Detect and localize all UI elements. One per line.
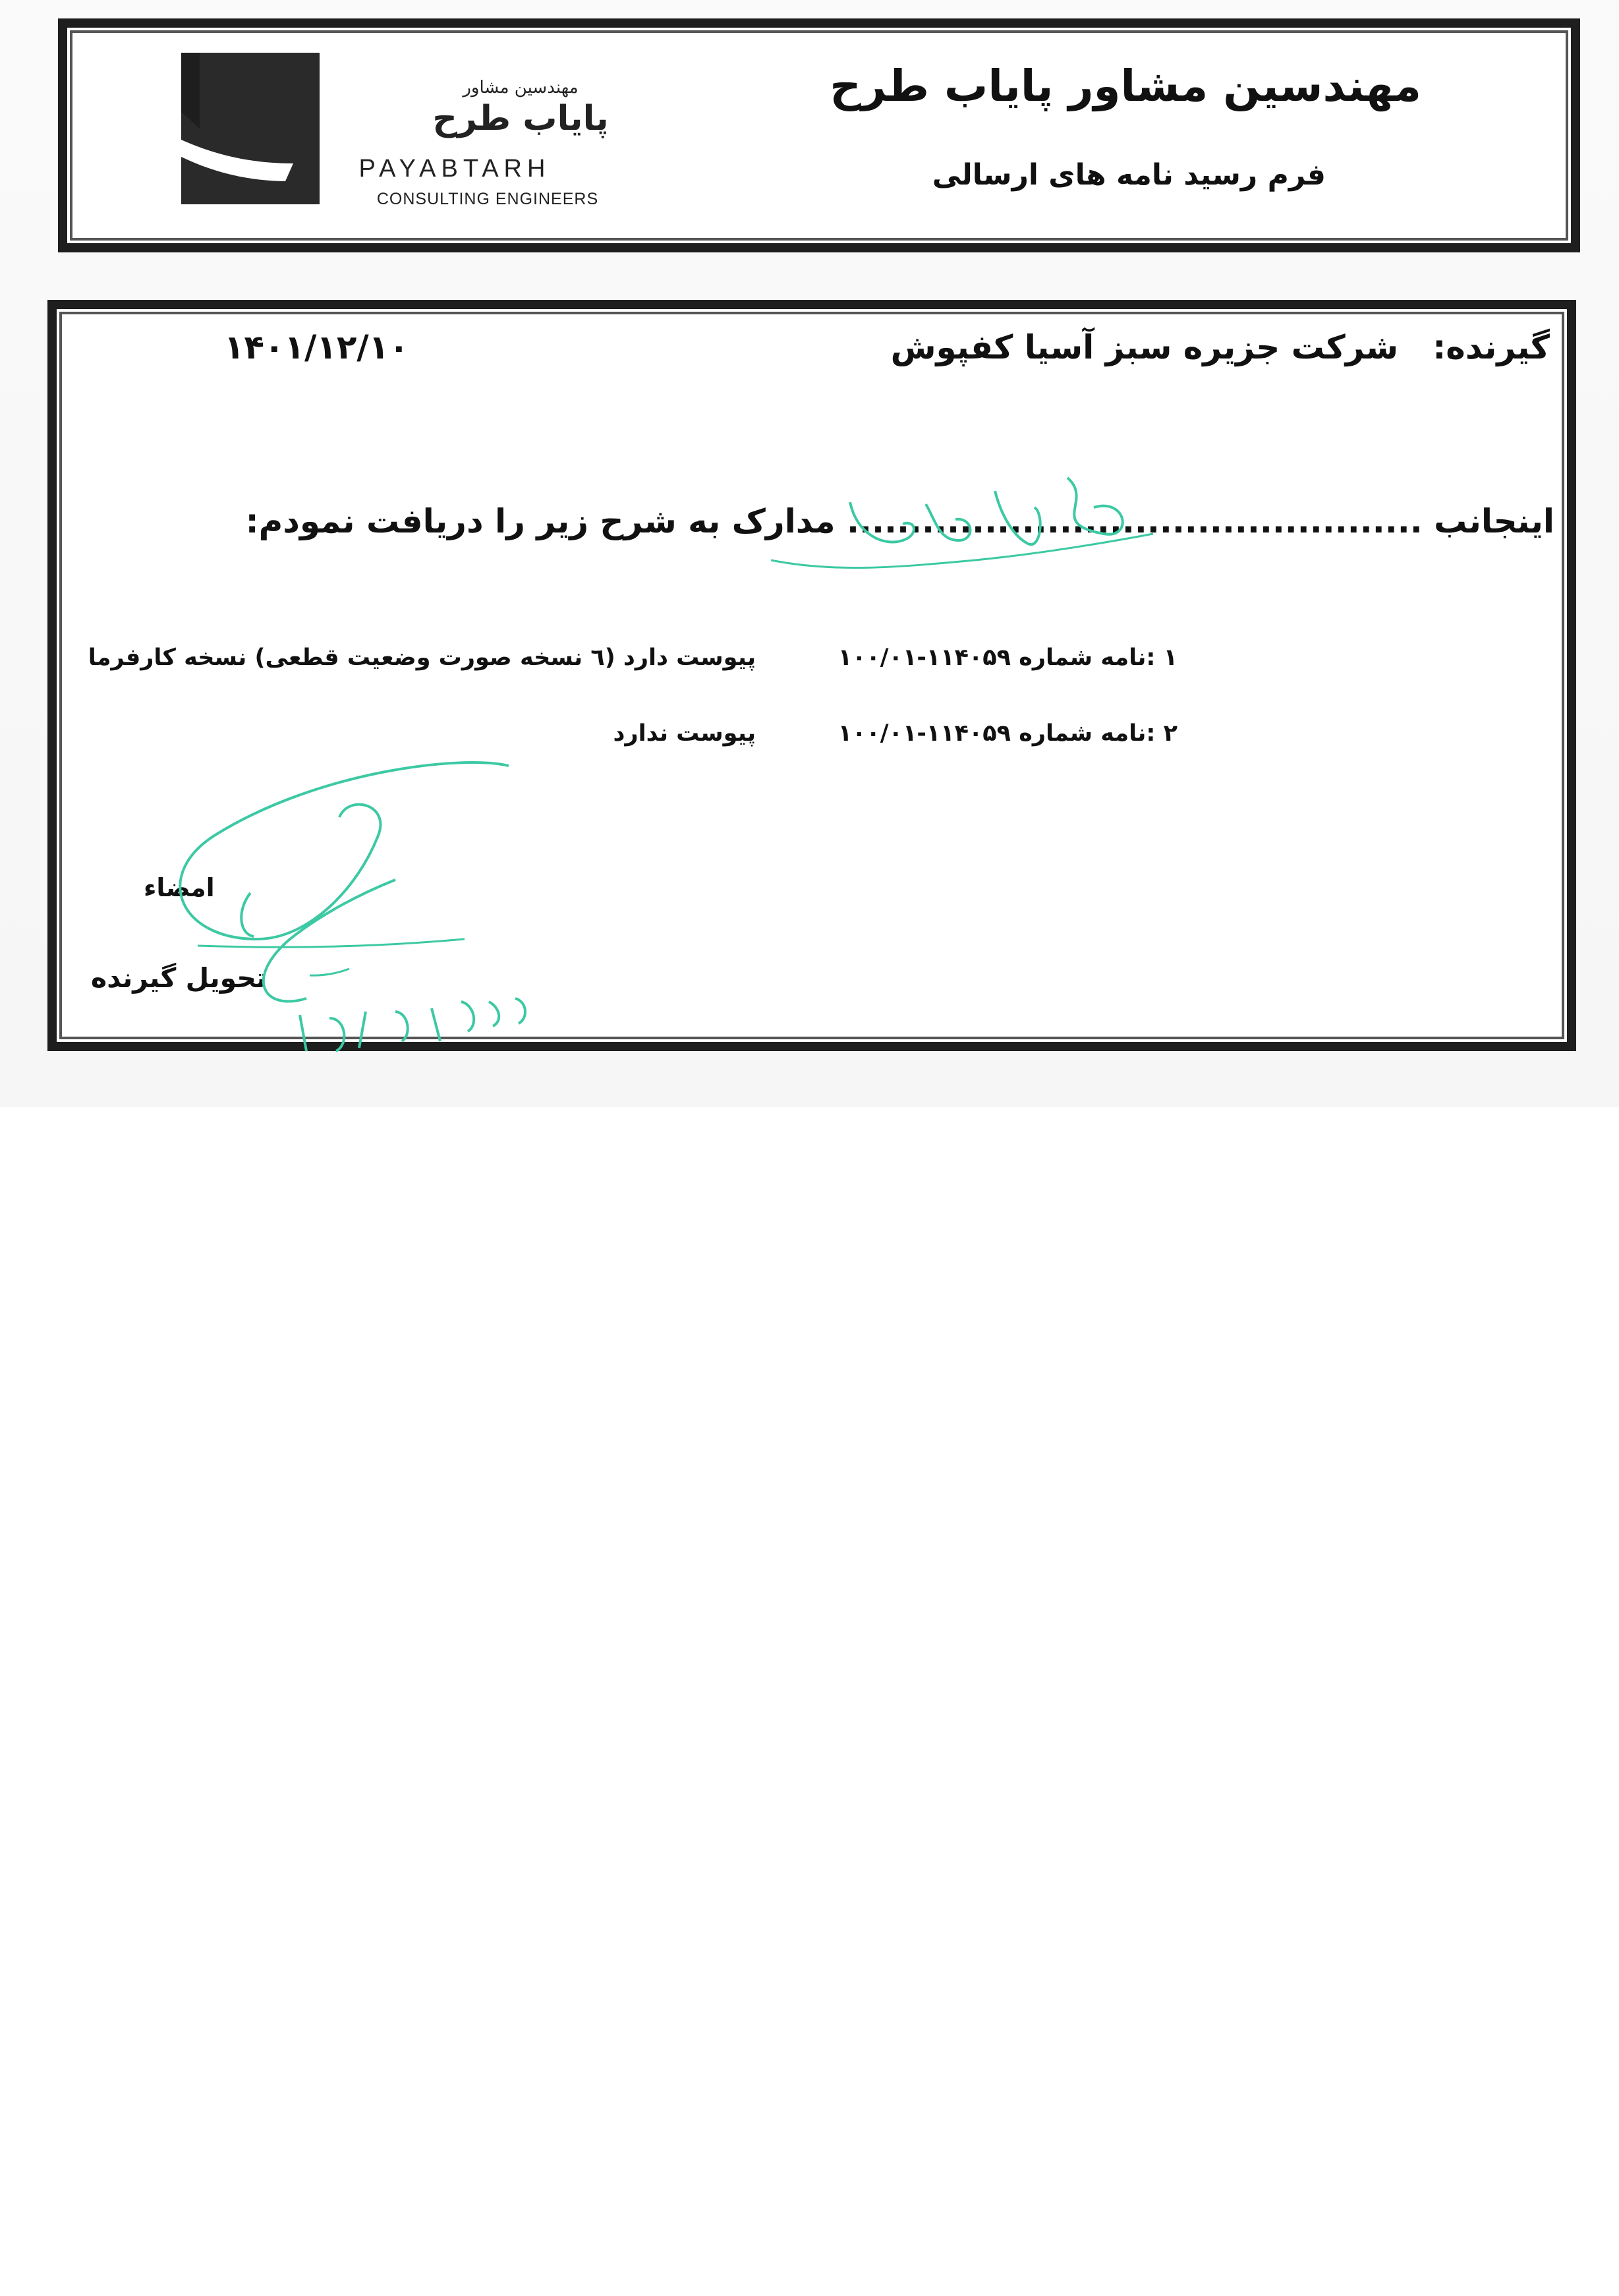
logo-english-name: PAYABTARH xyxy=(358,155,551,183)
receipt-date: ۱۴۰۱/۱۲/۱۰ xyxy=(224,328,409,366)
item-letter-reference: ۲ :نامه شماره ۱۱۴۰۵۹-۱۰۰/۰۱ xyxy=(838,720,1178,747)
handwritten-signature xyxy=(119,741,580,1071)
company-title: مهندسین مشاور پایاب طرح xyxy=(830,61,1421,111)
delivery-recipient-label: تحویل گیرنده xyxy=(91,962,267,994)
form-title: فرم رسید نامه های ارسالی xyxy=(932,158,1326,192)
signature-label: امضاء xyxy=(144,873,215,902)
recipient-name: شرکت جزیره سبز آسیا کفپوش xyxy=(890,328,1398,366)
logo-persian-subtitle: مهندسین مشاور xyxy=(463,78,579,98)
logo-swoosh-icon xyxy=(181,53,320,204)
item-attachment-note: پیوست ندارد xyxy=(613,720,756,747)
recipient-label: گیرنده: xyxy=(1433,328,1550,366)
handwritten-name-signature xyxy=(758,461,1166,606)
document-item-1 xyxy=(88,645,1402,677)
acknowledgement-text: اینجانب .............................................. مدارک به شرح زیر را دریافت نمودم: xyxy=(245,502,1554,540)
item-attachment-note: پیوست دارد (٦ نسخه صورت وضعیت قطعی) نسخه کارفرما xyxy=(88,645,756,671)
logo-persian-name: پایاب طرح xyxy=(432,99,609,138)
logo-english-subtitle: CONSULTING ENGINEERS xyxy=(376,190,599,208)
payabtarh-logo-mark xyxy=(181,53,320,204)
item-letter-reference: ۱ :نامه شماره ۱۱۴۰۵۹-۱۰۰/۰۱ xyxy=(838,645,1178,671)
